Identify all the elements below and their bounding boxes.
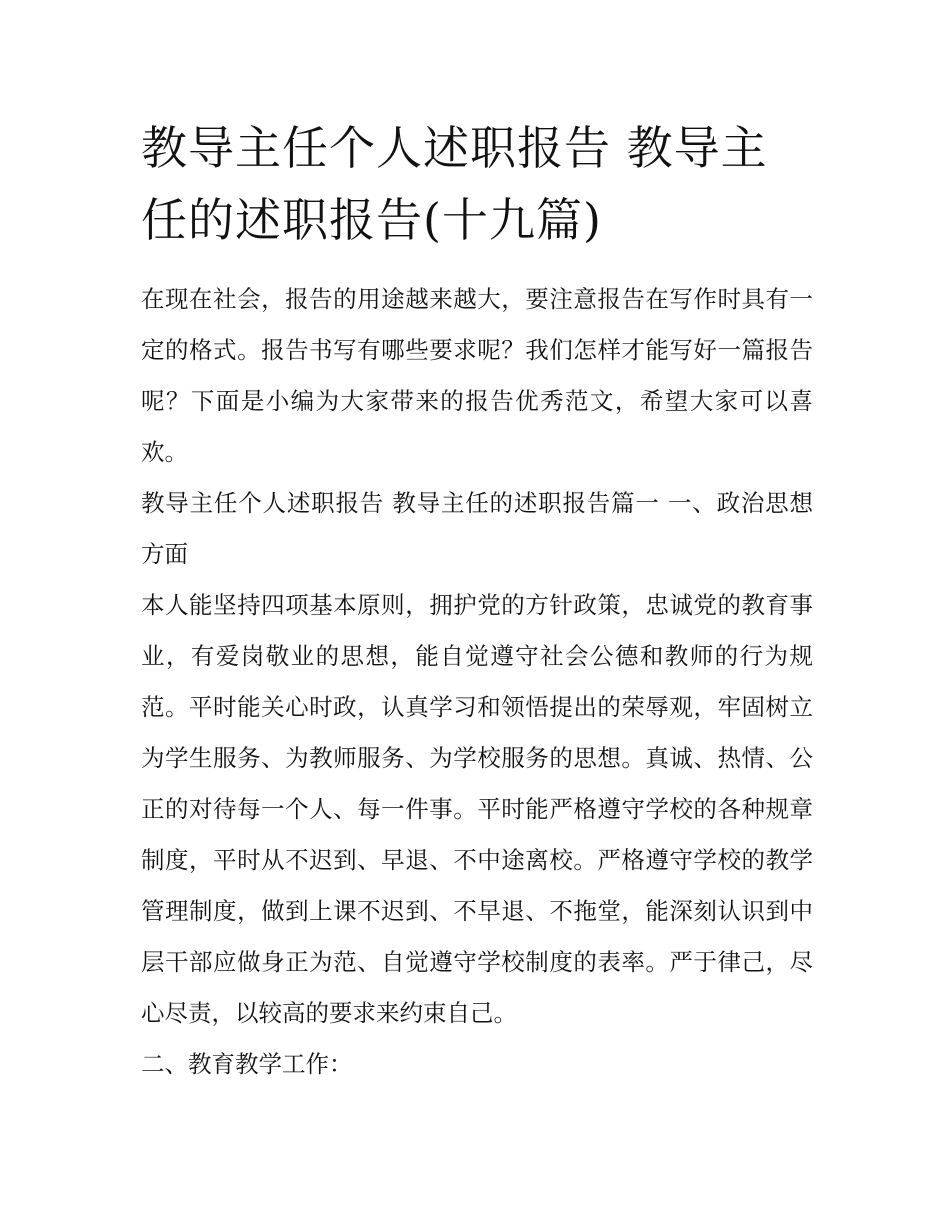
document-page (141, 112, 813, 1090)
intro-paragraph: 在现在社会，报告的用途越来越大，要注意报告在写作时具有一定的格式。报告书写有哪些要求呢？我们怎样才能写好一篇报告呢？下面是小编为大家带来的报告优秀范文，希望大家可以喜欢。 (141, 285, 813, 466)
section-heading-politics: 教导主任个人述职报告 教导主任的述职报告篇一 一、政治思想方面 (141, 489, 813, 568)
body-paragraph-politics: 本人能坚持四项基本原则，拥护党的方针政策，忠诚党的教育事业，有爱岗敬业的思想，能自觉遵守社会公德和教师的行为规范。平时能关心时政，认真学习和领悟提出的荣辱观，牢固树立为学生服务、为教师服务、为学校服务的思想。真诚、热情、公正的对待每一个人、每一件事。平时能严格遵守学校的各种规章制度，平时从不迟到、早退、不中途离校。严格遵守学校的教学管理制度，做到上课不迟到、不早退、不拖堂，能深刻认识到中层干部应做身正为范、自觉遵守学校制度的表率。严于律己，尽心尽责，以较高的要求来约束自己。 (141, 591, 813, 1027)
section-heading-teaching: 二、教育教学工作： (141, 1050, 353, 1078)
document-title: 教导主任个人述职报告 教导主任的述职报告(十九篇) (141, 121, 768, 247)
